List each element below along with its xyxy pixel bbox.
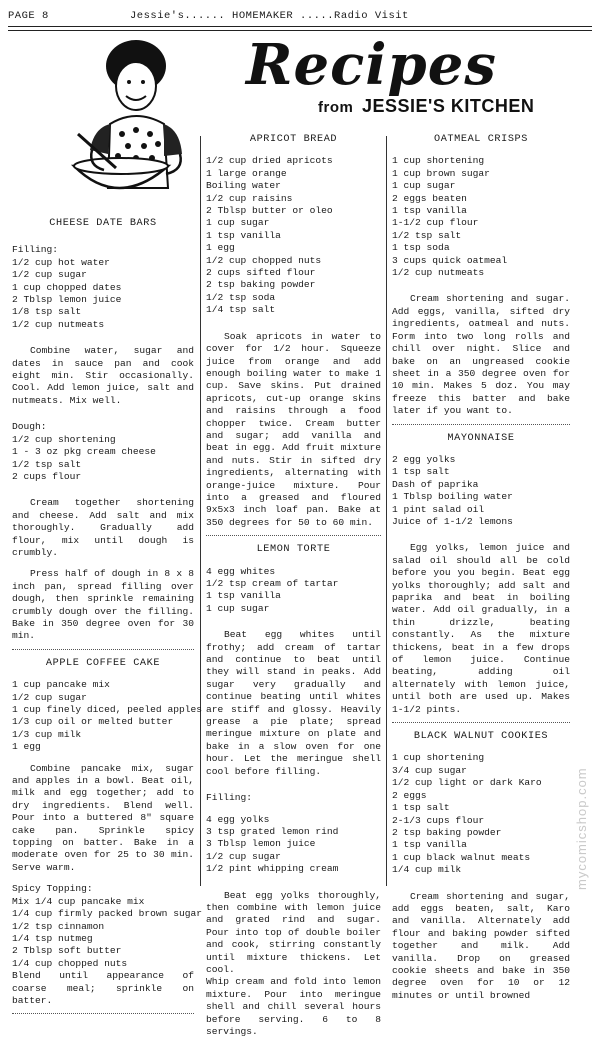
ingredient: 1/4 cup milk xyxy=(392,864,462,876)
ingredient: 1 cup pancake mix xyxy=(12,679,110,691)
column-2 xyxy=(206,134,381,1038)
ingredient: 1 Tblsp boiling water xyxy=(392,491,513,503)
header-rule xyxy=(8,26,592,27)
ingredient: 4 egg whites xyxy=(206,565,276,577)
recipe-title-mayonnaise: MAYONNAISE xyxy=(447,432,515,444)
ingredient: 1/2 cup hot water xyxy=(12,256,110,268)
instructions: Combine pancake mix, sugar and apples in a bowl. Beat oil, milk and egg together; add to dry ingredients. Blend well. Pour into a buttered 8" square cake pan. Sprinkle spicy topping on batter. Bake in a moderate oven for 25 to 30 min. Serve warm. xyxy=(12,762,194,873)
ingredient: 1/4 tsp salt xyxy=(206,304,276,316)
recipe-title-apple-coffee-cake: APPLE COFFEE CAKE xyxy=(45,657,161,669)
instructions: Beat egg whites until frothy; add cream of tartar and continue to beat until they will stand in peaks. Add sugar very gradually and continue beating until whites are stiff and glossy. Heavily grease a pie plate; spread meringue mixture on plate and bake in a slow oven for one hour. Let the meringue shell cool before filling. xyxy=(206,629,381,777)
ingredient: Mix 1/4 cup pancake mix xyxy=(12,895,145,907)
recipe-title-oatmeal-crisps: OATMEAL CRISPS xyxy=(434,134,528,145)
instructions: Blend until appearance of coarse meal; sprinkle on batter. xyxy=(12,970,194,1006)
section-label: Filling: xyxy=(12,244,59,256)
ingredient: 2 Tblsp butter or oleo xyxy=(206,205,333,217)
ingredient: 1/4 cup chopped nuts xyxy=(12,957,128,969)
ingredient: Dash of paprika xyxy=(392,478,479,490)
instructions: Egg yolks, lemon juice and salad oil should all be cold before you you begin. Beat egg yolks thoroughly; add salt and paprika and beat in boiling water. Add oil gradually, in a thin drizzle, beating constantly. As the mixture thickens, beat in a few drops of lemon juice. Continue beating, adding oil alternately with lemon juice, until both are used up. Makes 1-1/2 pints. xyxy=(392,542,570,715)
banner-title: Recipes xyxy=(246,32,497,98)
banner-subtitle-from: from xyxy=(318,99,354,116)
recipes-banner xyxy=(18,32,574,134)
instructions: Beat egg yolks thoroughly, then combine with lemon juice and grated rind and sugar. Pour into top of double boiler and cook, stirring constantly until mixture thickens. Let cool. xyxy=(206,889,381,975)
ingredient: 1 tsp salt xyxy=(392,802,450,814)
recipe-title-lemon-torte: LEMON TORTE xyxy=(256,544,331,556)
ingredient: 2 eggs beaten xyxy=(392,192,467,204)
ingredient: 2 cups sifted flour xyxy=(206,267,316,279)
ingredient: 2 tsp baking powder xyxy=(392,826,502,838)
recipe-separator xyxy=(12,1013,194,1014)
recipe-separator xyxy=(12,649,194,650)
section-label: Dough: xyxy=(12,421,47,433)
ingredient: 4 egg yolks xyxy=(206,813,270,825)
ingredient: 1/2 pint whipping cream xyxy=(206,863,339,875)
ingredient: 1 pint salad oil xyxy=(392,503,485,515)
instructions: Cream together shortening and cheese. Add salt and mix thoroughly. Gradually add flour, mix until dough is crumbly. xyxy=(12,497,194,558)
recipe-title-cheese-date-bars: CHEESE DATE BARS xyxy=(49,218,157,229)
ingredient: 2-1/3 cups flour xyxy=(392,814,485,826)
ingredient: 1 tsp vanilla xyxy=(206,590,281,602)
ingredient: 2 egg yolks xyxy=(392,453,456,465)
ingredient: 1 tsp vanilla xyxy=(206,229,281,241)
recipe-title-black-walnut-cookies: BLACK WALNUT COOKIES xyxy=(413,731,549,743)
ingredient: 2 tsp baking powder xyxy=(206,279,316,291)
ingredient: 2 eggs xyxy=(392,789,427,801)
ingredient: 1 cup sugar xyxy=(392,180,456,192)
ingredient: 1 egg xyxy=(12,741,41,753)
ingredient: 1 - 3 oz pkg cream cheese xyxy=(12,446,156,458)
ingredient: 1/2 cup light or dark Karo xyxy=(392,777,542,789)
ingredient: 1 cup chopped dates xyxy=(12,281,122,293)
ingredient: 3 Tblsp lemon juice xyxy=(206,838,316,850)
instructions: Cream shortening and sugar, add eggs beaten, salt, Karo and vanilla. Alternately add flour and baking powder sifted together and milk. Add vanilla. Drop on greased cookie sheets and bake in 350 degree oven for 10 or 12 minutes or until browned xyxy=(392,890,570,1001)
ingredient: 1 cup shortening xyxy=(392,155,485,167)
ingredient: 2 Tblsp lemon juice xyxy=(12,294,122,306)
page-number: PAGE 8 xyxy=(8,10,49,22)
ingredient: 3 tsp grated lemon rind xyxy=(206,825,339,837)
ingredient: 1/2 cup raisins xyxy=(206,192,293,204)
section-label: Filling: xyxy=(206,792,253,804)
ingredient: 1/3 cup milk xyxy=(12,728,82,740)
ingredient: 1 cup sugar xyxy=(206,602,270,614)
ingredient: Juice of 1-1/2 lemons xyxy=(392,515,513,527)
ingredient: 1/2 cup dried apricots xyxy=(206,155,333,167)
ingredient: 2 cups flour xyxy=(12,470,82,482)
ingredient: 1/2 tsp cinnamon xyxy=(12,920,105,932)
instructions: Combine water, sugar and dates in sauce pan and cook eight min. Stir occasionally. Cool. Add lemon juice, salt and nutmeats. Mix well. xyxy=(12,345,194,406)
instructions: Whip cream and fold into lemon mixture. Pour into meringue shell and chill several hours before serving. 6 to 8 servings. xyxy=(206,976,381,1037)
running-header xyxy=(8,10,592,24)
section-label: Spicy Topping: xyxy=(12,883,93,895)
ingredient: 1/2 cup nutmeats xyxy=(392,267,485,279)
ingredient: 1/8 tsp salt xyxy=(12,306,82,318)
ingredient: 1/2 cup sugar xyxy=(12,269,87,281)
ingredient: Boiling water xyxy=(206,180,281,192)
running-head: Jessie's...... HOMEMAKER .....Radio Visit xyxy=(130,10,409,22)
watermark: mycomicshop.com xyxy=(574,767,589,890)
ingredient: 1/4 cup firmly packed brown sugar xyxy=(12,908,202,920)
ingredient: 1 tsp vanilla xyxy=(392,205,467,217)
recipe-separator xyxy=(206,535,381,536)
ingredient: 1/3 cup oil or melted butter xyxy=(12,716,174,728)
column-rule-1 xyxy=(200,136,201,886)
ingredient: 1-1/2 cup flour xyxy=(392,217,479,229)
ingredient: 1/2 tsp salt xyxy=(12,458,82,470)
ingredient: 1 cup shortening xyxy=(392,752,485,764)
ingredient: 3 cups quick oatmeal xyxy=(392,254,508,266)
ingredient: 1 cup finely diced, peeled apples xyxy=(12,704,202,715)
ingredient: 1 cup black walnut meats xyxy=(392,851,531,863)
header-rule-thin xyxy=(8,30,592,31)
recipe-separator xyxy=(392,424,570,425)
instructions: Cream shortening and sugar. Add eggs, vanilla, sifted dry ingredients, oatmeal and nuts. Form into two long rolls and chill over night. Slice and bake on an ungreased cookie sheet in a 350 degree oven for 10 min. Makes 5 doz. You may freeze this batter and bake later if you want to. xyxy=(392,293,570,417)
ingredient: 1/2 tsp cream of tartar xyxy=(206,578,339,589)
column-3 xyxy=(392,134,570,1002)
banner-subtitle-kitchen: JESSIE'S KITCHEN xyxy=(362,96,535,116)
recipe-separator xyxy=(392,722,570,723)
column-1 xyxy=(12,218,202,1022)
cook-illustration xyxy=(18,38,188,208)
ingredient: 1/4 tsp nutmeg xyxy=(12,932,93,944)
ingredient: 1/2 tsp soda xyxy=(206,291,276,303)
ingredient: 1/2 cup sugar xyxy=(206,850,281,862)
ingredient: 2 Tblsp soft butter xyxy=(12,945,122,957)
ingredient: 1 egg xyxy=(206,242,235,254)
ingredient: 1 tsp soda xyxy=(392,242,450,254)
ingredient: 1/2 cup chopped nuts xyxy=(206,254,322,266)
instructions: Press half of dough in 8 x 8 inch pan, spread filling over dough, then sprinkle remaining crumbly dough over the filling. Bake in 350 degree oven for 30 min. xyxy=(12,568,194,642)
instructions: Soak apricots in water to cover for 1/2 hour. Squeeze juice from orange and add enough boiling water to make 1 cup. Save skins. Put drained apricots, cut-up orange skins and raisins through a food chopper twice. Cream butter and sugar; add vanilla and beat in egg. Add fruit mixture and nuts. Stir in sifted dry ingredients, alternating with orange-juice mixture. Pour into a greased and floured 9x5x3 inch loaf pan. Bake at 350 degrees for 50 to 60 min. xyxy=(206,330,381,528)
ingredient: 1 large orange xyxy=(206,167,287,179)
ingredient: 1/2 tsp salt xyxy=(392,229,462,241)
banner-subtitle xyxy=(318,96,534,117)
ingredient: 1 cup brown sugar xyxy=(392,167,490,179)
ingredient: 1 cup sugar xyxy=(206,217,270,229)
ingredient: 1 tsp salt xyxy=(392,466,450,478)
ingredient: 1 tsp vanilla xyxy=(392,839,467,851)
ingredient: 1/2 cup sugar xyxy=(12,691,87,703)
ingredient: 3/4 cup sugar xyxy=(392,764,467,776)
ingredient: 1/2 cup nutmeats xyxy=(12,318,105,330)
column-rule-2 xyxy=(386,136,387,886)
recipe-title-apricot-bread: APRICOT BREAD xyxy=(249,134,338,145)
ingredient: 1/2 cup shortening xyxy=(12,433,116,445)
